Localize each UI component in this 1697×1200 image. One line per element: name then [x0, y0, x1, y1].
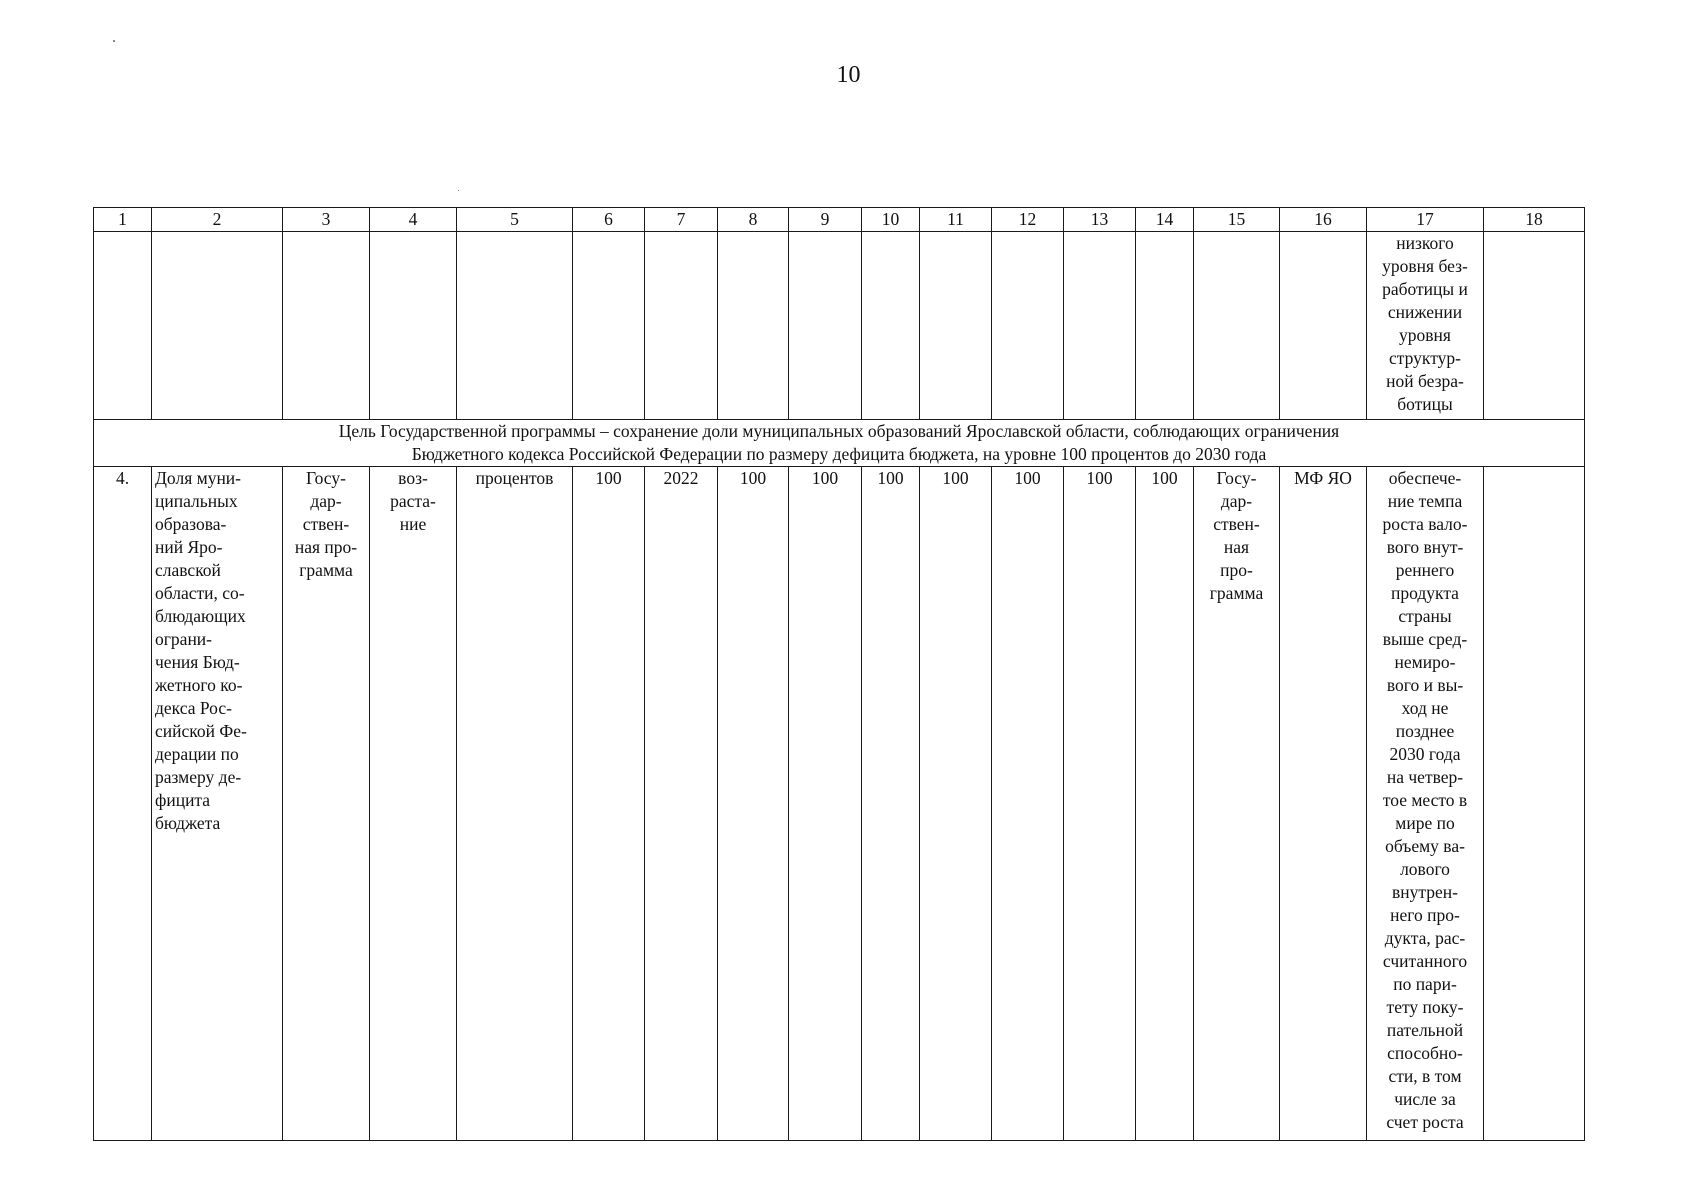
indicator-level-cell: Госу- дар- ствен- ная про- грамма — [283, 467, 370, 1141]
program-goal-text: Цель Государственной программы – сохранение доли муниципальных образований Ярославской области, соблюдающих ограничения Бюджетного кодекса Российской Федерации по размеру дефицита бюджета, на уровне 100 процентов до 2030 года — [94, 420, 1585, 467]
continuation-row — [94, 232, 1585, 420]
column-number: 14 — [1136, 208, 1194, 232]
table-cell — [1484, 467, 1585, 1141]
column-number: 9 — [789, 208, 862, 232]
table-cell — [992, 232, 1064, 420]
column-number: 2 — [152, 208, 283, 232]
goal-row — [94, 420, 1585, 467]
column-number-row — [94, 208, 1585, 232]
indicators-table — [93, 207, 1585, 1141]
continuation-text-cell: низкого уровня без- работицы и снижении уровня структур- ной безра- ботицы — [1367, 232, 1484, 420]
scan-artifact — [458, 190, 459, 191]
column-number: 18 — [1484, 208, 1585, 232]
value-cell: 100 — [992, 467, 1064, 1141]
base-year-cell: 2022 — [645, 467, 718, 1141]
column-number: 6 — [573, 208, 645, 232]
table-cell — [920, 232, 992, 420]
column-number: 12 — [992, 208, 1064, 232]
national-goal-link-cell: обеспече- ние темпа роста вало- вого внут- реннего продукта страны выше сред- немиро- вого и вы- ход не позднее 2030 года на четвер- тое место в мире по объему ва- лового внутрен- него про- дукта, рас- считанного по пари- тету поку- пательной способно- сти, в том числе за счет роста — [1367, 467, 1484, 1141]
page-number: 10 — [836, 62, 861, 88]
table-cell — [1194, 232, 1280, 420]
value-cell: 100 — [920, 467, 992, 1141]
value-cell: 100 — [1064, 467, 1136, 1141]
table-cell — [1484, 232, 1585, 420]
table-cell — [789, 232, 862, 420]
column-number: 13 — [1064, 208, 1136, 232]
table-cell — [370, 232, 457, 420]
unit-cell: процентов — [457, 467, 573, 1141]
indicator-name-cell: Доля муни- ципальных образова- ний Яро- славской области, со- блюдающих ограни- чения Бюд- жетного ко- декса Рос- сийской Фе- дерации по размеру де- фицита бюджета — [152, 467, 283, 1141]
table-cell — [152, 232, 283, 420]
column-number: 11 — [920, 208, 992, 232]
column-number: 4 — [370, 208, 457, 232]
table-cell — [283, 232, 370, 420]
table-cell — [645, 232, 718, 420]
indicator-trend-cell: воз- раста- ние — [370, 467, 457, 1141]
table-cell — [862, 232, 920, 420]
value-cell: 100 — [862, 467, 920, 1141]
column-number: 1 — [94, 208, 152, 232]
column-number: 8 — [718, 208, 789, 232]
table-cell — [457, 232, 573, 420]
column-number: 10 — [862, 208, 920, 232]
column-number: 16 — [1280, 208, 1367, 232]
value-cell: 100 — [1136, 467, 1194, 1141]
table-cell — [1136, 232, 1194, 420]
table-cell — [1280, 232, 1367, 420]
table-cell — [718, 232, 789, 420]
table-cell — [1064, 232, 1136, 420]
value-cell: 100 — [789, 467, 862, 1141]
value-cell: 100 — [718, 467, 789, 1141]
column-number: 5 — [457, 208, 573, 232]
document-cell: Госу- дар- ствен- ная про- грамма — [1194, 467, 1280, 1141]
row-number-cell: 4. — [94, 467, 152, 1141]
table-row — [94, 467, 1585, 1141]
column-number: 15 — [1194, 208, 1280, 232]
scan-artifact — [113, 40, 115, 42]
responsible-cell: МФ ЯО — [1280, 467, 1367, 1141]
table-cell — [573, 232, 645, 420]
base-value-cell: 100 — [573, 467, 645, 1141]
column-number: 17 — [1367, 208, 1484, 232]
column-number: 3 — [283, 208, 370, 232]
table-cell — [94, 232, 152, 420]
column-number: 7 — [645, 208, 718, 232]
